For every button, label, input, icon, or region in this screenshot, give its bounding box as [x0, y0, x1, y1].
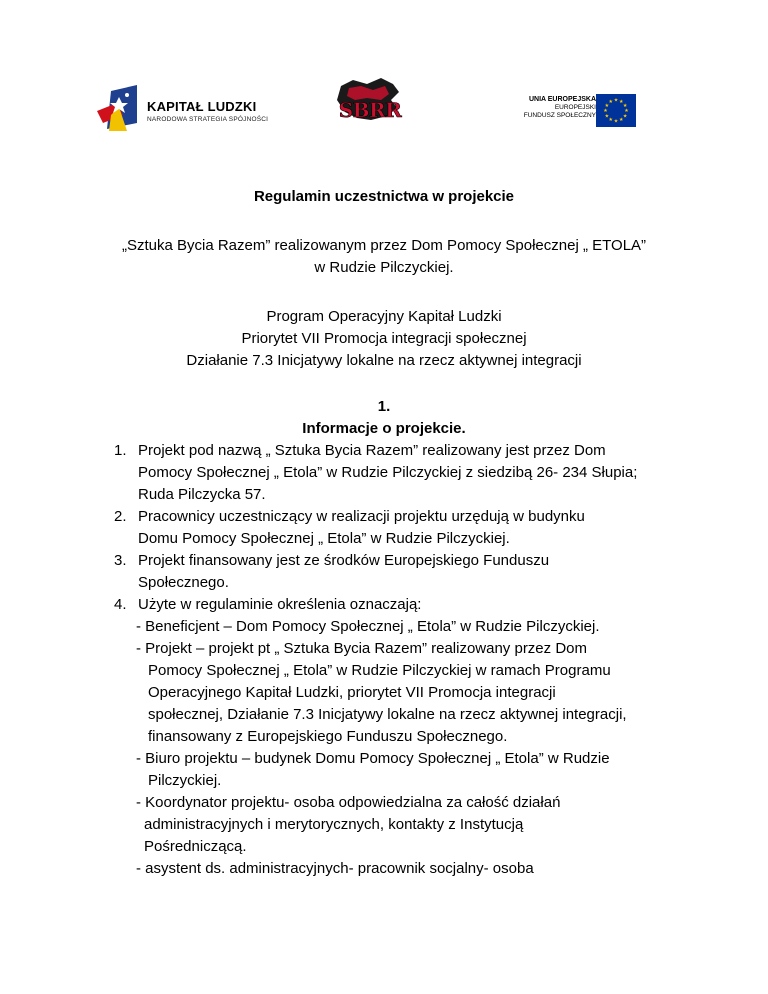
list-item-line: Użyte w regulaminie określenia oznaczają: [138, 596, 422, 613]
eu-star-icon: ★ [619, 99, 624, 106]
eu-star-icon: ★ [604, 113, 610, 120]
definition-line: finansowany z Europejskiego Funduszu Społecznego. [148, 728, 508, 745]
definition-line: administracyjnych i merytorycznych, kontakty z Instytucją [144, 816, 524, 833]
eu-logo [500, 92, 640, 128]
program-line-3: Działanie 7.3 Inicjatywy lokalne na rzecz aktywnej integracji [186, 352, 582, 369]
section-number: 1. [377, 398, 391, 415]
document-subtitle-line-2: w Rudzie Pilczyckiej. [314, 259, 454, 276]
definition-line: - Beneficjent – Dom Pomocy Społecznej „ Etola” w Rudzie Pilczyckiej. [136, 618, 600, 635]
definition-line: Pilczyckiej. [148, 772, 222, 789]
sbrr-wordmark: SBRR [338, 98, 402, 122]
definition-line: Pośredniczącą. [144, 838, 247, 855]
definition-line: społecznej, Działanie 7.3 Inicjatywy lokalne na rzecz aktywnej integracji, [148, 706, 627, 723]
kapital-ludzki-subtitle: NARODOWA STRATEGIA SPÓJNOŚCI [147, 116, 269, 123]
list-item-number: 2. [114, 508, 127, 525]
section-title: Informacje o projekcie. [302, 420, 466, 437]
eu-star-icon: ★ [603, 108, 608, 115]
kapital-ludzki-emblem-icon [97, 85, 143, 133]
kapital-ludzki-title: KAPITAŁ LUDZKI [147, 99, 257, 114]
definition-line: Pomocy Społecznej „ Etola” w Rudzie Pilczyckiej w ramach Programu [148, 662, 611, 679]
list-item-line: Ruda Pilczycka 57. [138, 486, 266, 503]
eu-star-icon: ★ [604, 102, 610, 109]
eu-star-icon: ★ [608, 117, 613, 124]
eu-star-icon: ★ [624, 108, 629, 115]
program-line-1: Program Operacyjny Kapitał Ludzki [266, 308, 502, 325]
list-item-number: 3. [114, 552, 127, 569]
definition-line: - Biuro projektu – budynek Domu Pomocy Społecznej „ Etola” w Rudzie [136, 750, 610, 767]
eu-star-icon: ★ [619, 117, 624, 124]
eu-line-2: EUROPEJSKI [554, 104, 596, 111]
eu-star-icon: ★ [608, 99, 613, 106]
list-item-line: Pomocy Społecznej „ Etola” w Rudzie Pilczyckiej z siedzibą 26- 234 Słupia; [138, 464, 638, 481]
list-item-line: Domu Pomocy Społecznej „ Etola” w Rudzie Pilczyckiej. [138, 530, 510, 547]
eu-star-icon: ★ [622, 102, 628, 109]
eu-text-block [524, 96, 596, 120]
list-item-line: Społecznego. [138, 574, 229, 591]
list-item-line: Projekt pod nazwą „ Sztuka Bycia Razem” realizowany jest przez Dom [138, 442, 606, 459]
definition-line: - Projekt – projekt pt „ Sztuka Bycia Razem” realizowany przez Dom [136, 640, 587, 657]
definition-line: - asystent ds. administracyjnych- pracownik socjalny- osoba [136, 860, 534, 877]
list-item-line: Projekt finansowany jest ze środków Europejskiego Funduszu [138, 552, 550, 569]
list-item-line: Pracownicy uczestniczący w realizacji projektu urzędują w budynku [138, 508, 585, 525]
eu-star-icon: ★ [622, 113, 628, 120]
eu-line-3: FUNDUSZ SPOŁECZNY [523, 112, 596, 119]
document-title: Regulamin uczestnictwa w projekcie [253, 188, 515, 205]
program-line-2: Priorytet VII Promocja integracji społecznej [241, 330, 527, 347]
definition-line: Operacyjnego Kapitał Ludzki, priorytet VII Promocja integracji [148, 684, 556, 701]
list-item-number: 4. [114, 596, 127, 613]
eu-line-1: UNIA EUROPEJSKA [528, 96, 596, 103]
eu-star-icon: ★ [613, 97, 619, 104]
list-item-number: 1. [114, 442, 127, 459]
kapital-ludzki-logo [97, 85, 267, 133]
eu-star-icon: ★ [613, 118, 619, 125]
sbrr-logo [327, 78, 413, 130]
document-subtitle-line-1: „Sztuka Bycia Razem” realizowanym przez Dom Pomocy Społecznej „ ETOLA” [121, 237, 647, 254]
definition-line: - Koordynator projektu- osoba odpowiedzialna za całość działań [136, 794, 561, 811]
eu-flag-icon [596, 94, 636, 127]
